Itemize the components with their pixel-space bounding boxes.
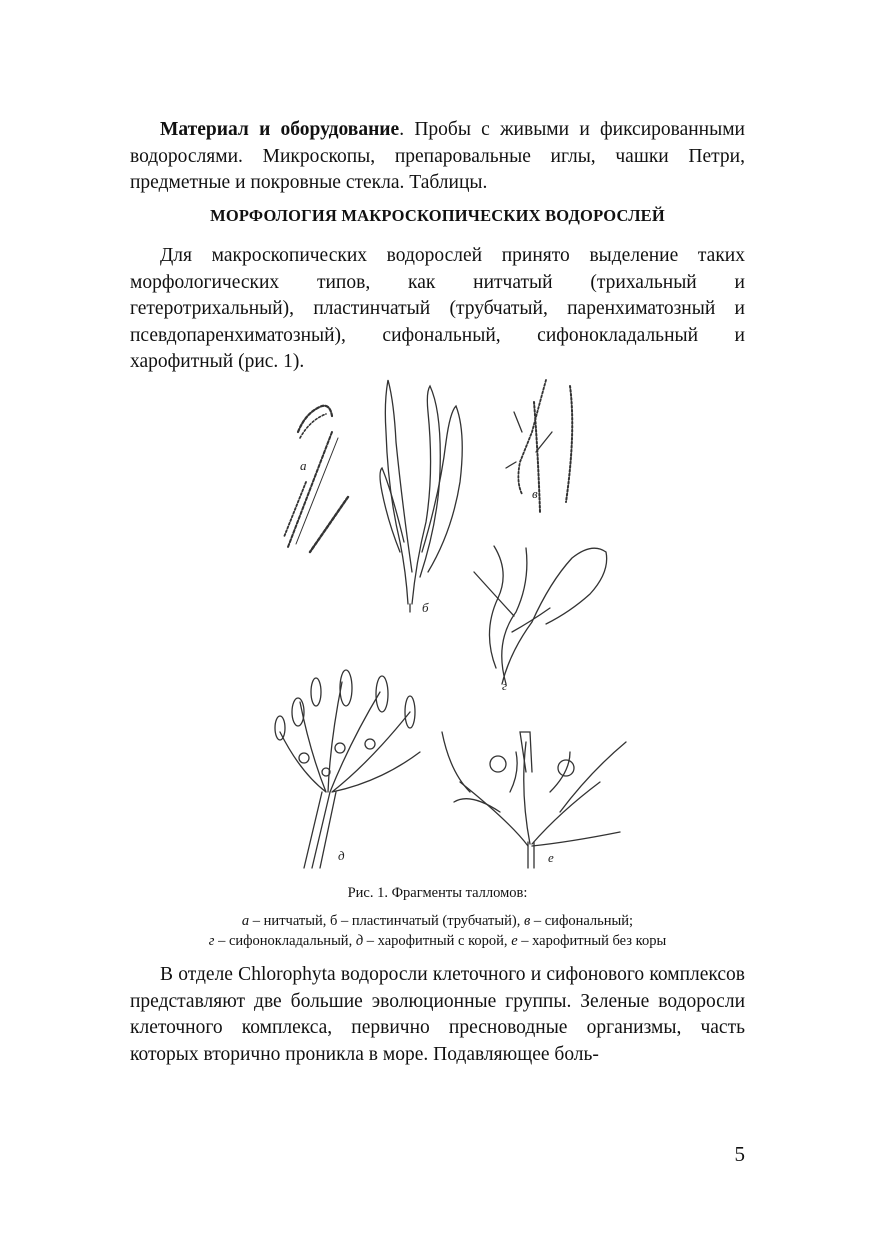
intro-bold-lead: Материал и оборудование [160,119,400,140]
label-g: г [502,678,508,693]
drawing-v-siphonal [506,380,572,512]
caption-text-d: – харофитный с корой, [363,933,512,949]
caption-letter-e: е [511,933,518,949]
caption-text-g: – сифонокладальный, [214,933,356,949]
figure-caption-line-2 [130,932,745,951]
drawing-b-tubular [380,380,462,612]
figure-caption-title: Рис. 1. Фрагменты талломов: [347,885,528,901]
drawing-g-siphonocladal [474,546,607,684]
caption-text-v: – сифональный; [530,913,634,929]
paragraph-1-text: Для макроскопических водорослей принято выделение таких морфологических типов, как нитчатый (трихальный и гетеротрихальный), пластинчатый (трубчатый, паренхиматозный и псевдопаренхиматозный), сифональный, сифонокладальный и харофитный (рис. 1). [130,245,745,372]
section-heading: МОРФОЛОГИЯ МАКРОСКОПИЧЕСКИХ ВОДОРОСЛЕЙ [210,206,665,225]
label-a: а [300,458,307,473]
caption-text-a: – нитчатый, б – пластинчатый (трубчатый), [249,913,524,929]
label-e: е [548,850,554,865]
drawing-d-charophyte-corticated [275,670,420,868]
figure-thallus-fragments [270,372,650,874]
intro-paragraph [130,117,745,197]
caption-letter-g: г [208,933,215,949]
label-d: д [338,848,345,863]
label-b: б [422,600,429,615]
caption-letter-a: а [241,913,250,929]
paragraph-2-text: В отделе Chlorophyta водоросли клеточного и сифонового комплексов представляют две большие эволюционные группы. Зеленые водоросли клеточного комплекса, первично пресноводные организмы, часть которых вторично проникла в море. Подавляющее боль- [130,964,745,1065]
figure-caption-line-1 [130,912,745,931]
label-v: в [532,486,538,501]
caption-text-e: – харофитный без коры [517,933,667,949]
drawing-a-filamentous [284,406,348,552]
caption-letter-d: д [355,933,364,949]
paragraph-1 [130,243,745,376]
caption-letter-v: в [523,913,531,929]
paragraph-2 [130,962,745,1068]
intro-text: . Пробы с живыми и фиксированными водорослями. Микроскопы, препаровальные иглы, чашки Петри, предметные и покровные стекла. Таблицы. [130,119,745,193]
page-number: 5 [734,1142,745,1166]
thallus-drawings [270,372,650,874]
drawing-e-charophyte-ecorticate [442,732,626,868]
